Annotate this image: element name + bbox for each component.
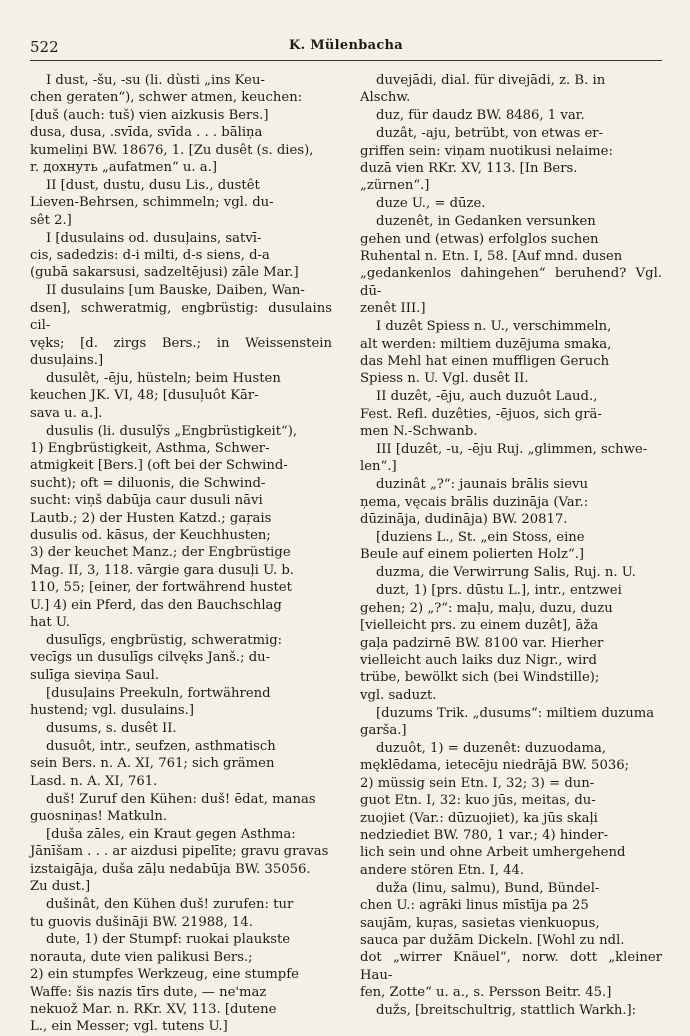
page-header — [30, 34, 662, 61]
entry-dusuot: dusuôt, intr., seufzen, asthmatisch sein Bers. n. A. XI, 761; sich grämen Lasd. n. A. XI, 761. — [30, 738, 276, 789]
entry-dust-1: I dust, -šu, -su (li. dùsti „ins Keu- chen geraten“), schwer atmen, keuchen: [duš (auch: tuš) vien aizkusis Bers.] dusa, dusa, .svīda, svīda . . . bāliņa kumeliņi BW. 18676, 1. [Zu dusêt (s. dies), r. дохнуть „aufatmen“ u. a.] — [30, 73, 314, 176]
page-number: 522 — [30, 38, 59, 56]
entry-dusulis: dusulis (li. dusulỹs „Engbrüstigkeit“), 1) Engbrüstigkeit, Asthma, Schwer- atmigkeit [Bers.] (oft bei der Schwind- sucht); oft = diluonis, die Schwind- sucht: viņš dabūja caur dusuli nāvi Lautb.; 2) der Husten Katzd.; gaŗais dusulis od. kāsus, der Keuchhusten; 3) der keuchet Manz.; der Engbrüstige Mag. II, 3, 118. vārgie gara dusuļi U. b. 110, 55; [einer, der fortwährend hustet U.] 4) ein Pferd, das den Bauchschlag hat U. — [30, 423, 298, 631]
running-head: K. Mülenbacha — [288, 38, 404, 53]
entry-duzat: duzât, -aju, betrübt, von etwas er- griffen sein: viņam nuotikusi nelaime: duzā vien RKr. XV, 113. [In Bers. „zürnen“.] — [360, 126, 613, 194]
entry-duziens: [duziens L., St. „ein Stoss, eine Beule auf einem polierten Holz“.] — [360, 530, 585, 563]
entry-dus: duš! Zuruf den Kühen: duš! ēdat, manas guosniņas! Matkuln. — [30, 791, 316, 825]
entry-duze: duze U., = dūze. — [376, 196, 486, 212]
entry-dusinat: dušinât, den Kühen duš! zurufen: tur tu guovis dušināji BW. 21988, 14. — [30, 897, 294, 930]
entry-duzums: [duzums Trik. „dusums“: miltiem duzuma garša.] — [360, 705, 655, 739]
entry-duzinat: duzinât „?“: jaunais brālis sievu ņema, vęcais brālis duzināja (Var.: dūzināja, dudināja) BW. 20817. — [360, 477, 589, 528]
entry-dusums: dusums, s. dusêt II. — [46, 721, 177, 737]
entry-duzs: dužs, [breitschultrig, stattlich Warkh.]: — [376, 1003, 637, 1019]
entry-dusulains-1: I [dusulains od. dusuļains, satvī- cis, sadedzis: d-i milti, d-s siens, d-a (gubā sakarsusi, sadzeltējusi) zāle Mar.] — [30, 230, 299, 281]
entry-duzet-1: I duzêt Spiess n. U., verschimmeln, alt werden: miltiem duzējuma smaka, das Mehl hat einen muffligen Geruch Spiess n. U. Vgl. dusêt II. — [360, 319, 612, 387]
entry-dusuligs: dusulīgs, engbrüstig, schweratmig: vecīgs un dusulīgs cilvęks Janš.; du- sulīga sieviņa Saul. — [30, 633, 283, 683]
entry-dute: dute, 1) der Stumpf: ruokai plaukste norauta, dute vien palikusi Bers.; 2) ein stumpfes Werkzeug, eine stumpfe Waffe: šis nazis tīrs dute, — ne'maz nekuož Mar. n. RKr. XV, 113. [dutene L., ein Messer; vgl. tutens U.] — [30, 932, 299, 1035]
entry-dusulains-preekuln: [dusuļains Preekuln, fortwährend hustend; vgl. dusulains.] — [30, 685, 271, 719]
entry-duz: duz, für daudz BW. 8486, 1 var. — [376, 108, 585, 124]
entry-duzenet: duzenêt, in Gedanken versunken gehen und (etwas) erfolglos suchen Ruhental n. Etn. I, 58. [Auf mnd. dusen „gedankenlos dahingehen“ beruhend? Vgl. dū- zenêt III.] — [360, 214, 662, 317]
left-column — [30, 72, 332, 1035]
entry-duzt: duzt, 1) [prs. dūstu L.], intr., entzwei gehen; 2) „?“: maļu, maļu, duzu, duzu [vielleicht prs. zu einem duzêt], āža gaļa padzirnē BW. 8100 var. Hierher vielleicht auch laiks duz Nigr., wird trübe, bewölkt sich (bei Windstille); vgl. saduzt. — [360, 583, 622, 703]
entry-dusa: [duša zāles, ein Kraut gegen Asthma: Jānīšam . . . ar aizdusi pipelīte; gravu gravas izstaigāja, duša zāļu nedabūja BW. 35056. Zu dust.] — [30, 826, 329, 895]
entry-duzma: duzma, die Verwirrung Salis, Ruj. n. U. — [376, 565, 636, 581]
entry-duzuot: duzuôt, 1) = duzenêt: duzuodama, męklēdama, ietecēju niedrājā BW. 5036; 2) müssig sein Etn. I, 32; 3) = dun- guot Etn. I, 32: kuo jūs, meitas, du- zuojiet (Var.: dūzuojiet), ka jūs skaļi nedziediet BW. 780, 1 var.; 4) hinder- lich sein und ohne Arbeit umhergehend andere stören Etn. I, 44. — [360, 740, 630, 878]
entry-duzet-2: II duzêt, -ēju, auch duzuôt Laud., Fest. Refl. duzêties, -ējuos, sich grä- men N.-Schwanb. — [360, 389, 602, 440]
right-column — [360, 72, 662, 1019]
entry-dust-2: II [dust, dustu, dusu Lis., dustêt Lieven-Behrsen, schimmeln; vgl. du- sêt 2.] — [30, 177, 274, 228]
entry-duzet-3: III [duzêt, -u, -ēju Ruj. „glimmen, schwe- len“.] — [360, 442, 648, 475]
entry-dusulains-2: II dusulains [um Bauske, Daiben, Wan- dsen], schweratmig, engbrüstig: dusulains cil- vęks; [d. zirgs Bers.; in Weissenstein dusuļains.] — [30, 283, 332, 368]
entry-duza: duža (linu, salmu), Bund, Bündel- chen U.: agrāki linus mīstīja pa 25 saujām, kuŗas, sasietas vienkuopus, sauca par dužām Dickeln. [Wohl zu ndl. dot „wirrer Knäuel“, norw. dott „kleiner Hau- fen, Zotte“ u. a., s. Persson Beitr. 45.] — [360, 880, 662, 1001]
entry-duvejadi: duvejādi, dial. für divejādi, z. B. in Alschw. — [360, 73, 606, 106]
entry-dusulet: dusulêt, -ēju, hüsteln; beim Husten keuchen JK. VI, 48; [dusuļuôt Kār- sava u. a.]. — [30, 370, 281, 421]
